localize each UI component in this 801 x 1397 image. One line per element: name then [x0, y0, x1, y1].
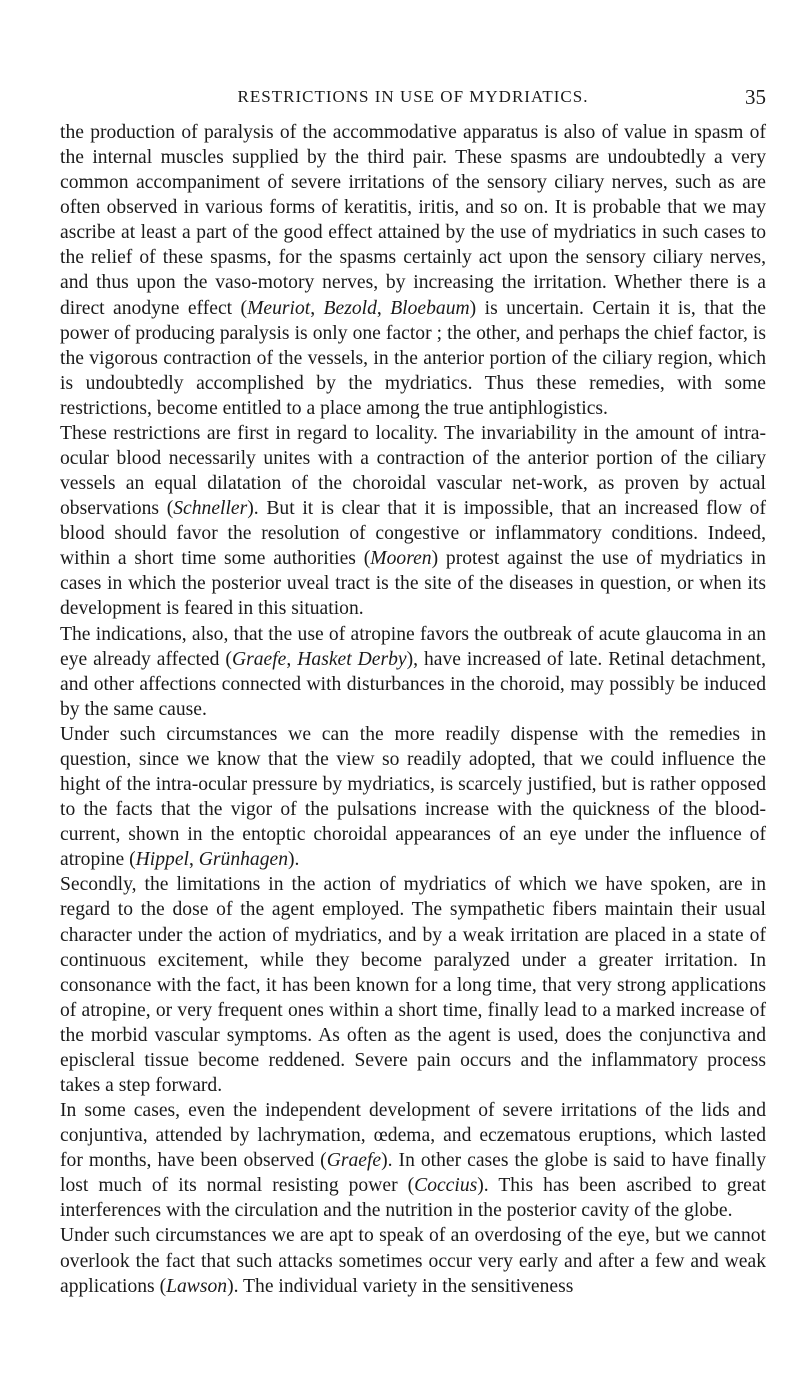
text-run: ). The individual variety in the sensitiveness: [227, 1275, 574, 1297]
text-run: ) is uncertain. Certain it is, that the power of producing paralysis is only one factor ; the other, and perhaps the chief factor, is the vigorous contraction of the vessels, in the anterior portion of the ciliary region, which is undoubtedly accomplished by the mydriatics. Thus these remedies, with some restrictions, become entitled to a place among the true antiphlogistics.: [60, 297, 767, 419]
cited-author: Mooren: [370, 548, 432, 570]
cited-author: Graefe: [231, 648, 287, 670]
body-text: [60, 120, 766, 1299]
text-run: Under such circumstances we can the more readily dispense with the remedies in question, since we know that the view so readily adopted, that we could influence the hight of the intra-ocular pressure by mydriatics, is scarcely justified, but is rather opposed to the facts that the vigor of the pulsations increase with the quickness of the blood-current, shown in the entoptic choroidal appearances of an eye under the influence of atropine (: [60, 723, 766, 871]
text-run: ).: [288, 849, 300, 871]
paragraph: [60, 872, 766, 1098]
cited-author: Meuriot: [247, 297, 311, 319]
cited-author: Hasket Derby: [297, 648, 407, 670]
cited-author: Bezold: [323, 297, 377, 319]
running-title: RESTRICTIONS IN USE OF MYDRIATICS.: [237, 87, 589, 106]
text-run: ). But it is clear that it is impossible, that an increased flow of blood should favor the resolution of congestive or inflammatory conditions. Indeed, within a short time some authorities (: [60, 498, 766, 570]
paragraph: [60, 722, 766, 872]
paragraph: [60, 120, 766, 421]
text-run: ). In other cases the globe is said to have finally lost much of its normal resisting power (: [60, 1150, 766, 1197]
paragraph: [60, 1223, 766, 1298]
cited-author: Lawson: [166, 1275, 228, 1297]
cited-author: Hippel: [135, 849, 189, 871]
running-head: [60, 85, 766, 109]
text-run: ) protest against the use of mydriatics in cases in which the posterior uveal tract is the site of the diseases in question, or when its development is feared in this situation.: [60, 548, 766, 620]
text-run: ,: [286, 648, 298, 670]
text-run: These restrictions are first in regard to locality. The invariability in the amount of intra-ocular blood necessarily unites with a contraction of the anterior portion of the ciliary vessels an equal dilatation of the choroidal vascular net-work, as proven by actual observations (: [60, 422, 766, 520]
text-run: ), have increased of late. Retinal detachment, and other affections connected with disturbances in the choroid, may possibly be induced by the same cause.: [60, 648, 767, 720]
cited-author: Graefe: [326, 1150, 382, 1172]
text-run: ,: [310, 297, 324, 319]
cited-author: Coccius: [414, 1175, 478, 1197]
text-run: the production of paralysis of the accommodative apparatus is also of value in spasm of the internal muscles supplied by the third pair. These spasms are undoubtedly a very common accompaniment of severe irritations of the sensory ciliary nerves, such as are often observed in various forms of keratitis, iritis, and so on. It is probable that we may ascribe at least a part of the good effect attained by the use of mydriatics in such cases to the relief of these spasms, for the spasms certainly act upon the sensory ciliary nerves, and thus upon the vaso-motory nerves, by increasing the irritation. Whether there is a direct anodyne effect (: [60, 122, 766, 319]
cited-author: Schneller: [173, 498, 248, 520]
cited-author: Grünhagen: [198, 849, 289, 871]
text-run: ,: [376, 297, 391, 319]
paragraph: [60, 421, 766, 622]
text-run: Under such circumstances we are apt to speak of an overdosing of the eye, but we cannot overlook the fact that such attacks sometimes occur very early and after a few and weak applications (: [60, 1225, 766, 1297]
cited-author: Bloebaum: [390, 297, 470, 319]
text-run: In some cases, even the independent development of severe irritations of the lids and conjuntiva, attended by lachrymation, œdema, and eczematous eruptions, which lasted for months, have been observed (: [60, 1100, 766, 1172]
page-number: 35: [745, 85, 766, 109]
paragraph: [60, 622, 766, 722]
text-run: ,: [188, 849, 199, 871]
paragraph: [60, 1098, 766, 1223]
text-run: Secondly, the limitations in the action of mydriatics of which we have spoken, are in regard to the dose of the agent employed. The sympathetic fibers maintain their usual character under the action of mydriatics, and by a weak irritation are placed in a state of continuous excitement, while they become paralyzed under a greater irritation. In consonance with the fact, it has been known for a long time, that very strong applications of atropine, or very frequent ones within a short time, finally lead to a marked increase of the morbid vascular symptoms. As often as the agent is used, does the conjunctiva and episcleral tissue become reddened. Severe pain occurs and the inflammatory process takes a step forward.: [60, 874, 766, 1096]
text-run: The indications, also, that the use of atropine favors the outbreak of acute glaucoma in an eye already affected (: [60, 623, 766, 670]
text-run: ). This has been ascribed to great interferences with the circulation and the nutrition in the posterior cavity of the globe.: [60, 1175, 766, 1222]
